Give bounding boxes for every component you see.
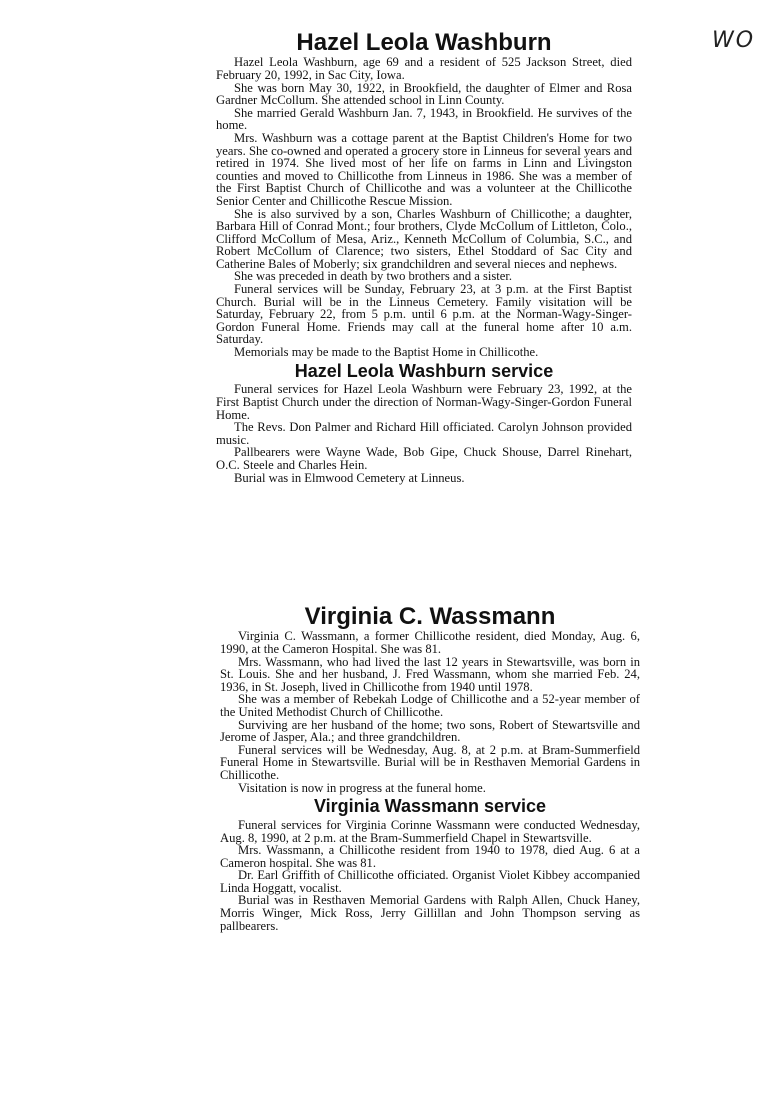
obituary-paragraph: Mrs. Wassmann, who had lived the last 12 years in Stewartsville, was born in St. Louis. She and her husband, J. Fred Wassmann, whom she married Feb. 24, 1936, in St. Joseph, lived in Chillicothe from 1940 until 1978.	[220, 654, 640, 694]
obituary-paragraph: Mrs. Washburn was a cottage parent at the Baptist Children's Home for two years. She co-owned and operated a grocery store in Linneus for several years and retired in 1974. She lived most of her life on farms in Linn and Livingston counties and moved to Chillicothe from Linneus in 1986. She was a member of the First Baptist Church of Chillicothe and was a volunteer at the Chillicothe Senior Center and Chillicothe Rescue Mission.	[216, 130, 632, 208]
service-paragraph: Burial was in Resthaven Memorial Gardens with Ralph Allen, Chuck Haney, Morris Winger, Mick Ross, Jerry Gillillan and John Thompson serving as pallbearers.	[220, 893, 640, 933]
service-paragraph: Dr. Earl Griffith of Chillicothe officiated. Organist Violet Kibbey accompanied Linda Hoggatt, vocalist.	[220, 868, 640, 895]
obituary-paragraph: Surviving are her husband of the home; two sons, Robert of Stewartsville and Jerome of Jasper, Ala.; and three grandchildren.	[220, 717, 640, 745]
service-paragraph: Funeral services for Virginia Corinne Wassmann were conducted Wednesday, Aug. 8, 1990, at 2 p.m. at the Bram-Summerfield Chapel in Stewartsville.	[220, 817, 640, 845]
obituary-paragraph: She is also survived by a son, Charles Washburn of Chillicothe; a daughter, Barbara Hill of Conrad Mont.; four brothers, Clyde McCollum of Littleton, Colo., Clifford McCollum of Mesa, Ariz., Kenneth McCollum of Columbia, S.C., and Robert McCollum of Clarence; two sisters, Ethel Stoddard of Sac City and Catherine Bales of Moberly; six grandchildren and several nieces and nephews.	[216, 206, 632, 271]
obituary-paragraph: She married Gerald Washburn Jan. 7, 1943, in Brookfield. He survives of the home.	[216, 105, 632, 133]
obituary-paragraph: She was born May 30, 1922, in Brookfield, the daughter of Elmer and Rosa Gardner McCollum. She attended school in Linn County.	[216, 80, 632, 108]
obituary-paragraph: Funeral services will be Wednesday, Aug. 8, at 2 p.m. at Bram-Summerfield Funeral Home in Stewartsville. Burial will be in Resthaven Memorial Gardens in Chillicothe.	[220, 742, 640, 782]
obituary-clipping-washburn	[216, 30, 632, 484]
handwritten-note: WO	[712, 28, 756, 53]
obituary-paragraph: Funeral services will be Sunday, February 23, at 3 p.m. at the First Baptist Church. Burial will be in the Linneus Cemetery. Family visitation will be Saturday, February 22, from 5 p.m. until 6 p.m. at the Norman-Wagy-Singer-Gordon Funeral Home. Friends may call at the funeral home after 10 a.m. Saturday.	[216, 282, 632, 347]
obituary-paragraph: She was preceded in death by two brothers and a sister.	[234, 269, 513, 284]
obituary-paragraph: Memorials may be made to the Baptist Home in Chillicothe.	[234, 345, 539, 360]
obituary-paragraph: Hazel Leola Washburn, age 69 and a resident of 525 Jackson Street, died February 20, 1992, in Sac City, Iowa.	[216, 55, 632, 82]
obituary-headline: Hazel Leola Washburn	[296, 29, 552, 56]
obituary-clipping-wassmann	[220, 604, 640, 932]
service-paragraph: Mrs. Wassmann, a Chillicothe resident from 1940 to 1978, died Aug. 6 at a Cameron hospital. She was 81.	[220, 843, 640, 870]
obituary-paragraph: Visitation is now in progress at the funeral home.	[238, 780, 486, 795]
service-paragraph: The Revs. Don Palmer and Richard Hill officiated. Carolyn Johnson provided music.	[216, 420, 632, 447]
obituary-headline: Virginia C. Wassmann	[304, 603, 556, 630]
service-paragraph: Funeral services for Hazel Leola Washburn were February 23, 1992, at the First Baptist Church under the direction of Norman-Wagy-Singer-Gordon Funeral Home.	[216, 382, 632, 422]
service-paragraph: Burial was in Elmwood Cemetery at Linneus.	[234, 470, 465, 485]
service-headline: Hazel Leola Washburn service	[294, 360, 554, 381]
service-headline: Virginia Wassmann service	[313, 796, 547, 817]
obituary-paragraph: She was a member of Rebekah Lodge of Chillicothe and a 52-year member of the United Methodist Church of Chillicothe.	[220, 692, 640, 719]
service-paragraph: Pallbearers were Wayne Wade, Bob Gipe, Chuck Shouse, Darrel Rinehart, O.C. Steele and Charles Hein.	[216, 445, 632, 472]
obituary-paragraph: Virginia C. Wassmann, a former Chillicothe resident, died Monday, Aug. 6, 1990, at the Cameron Hospital. She was 81.	[220, 629, 640, 656]
